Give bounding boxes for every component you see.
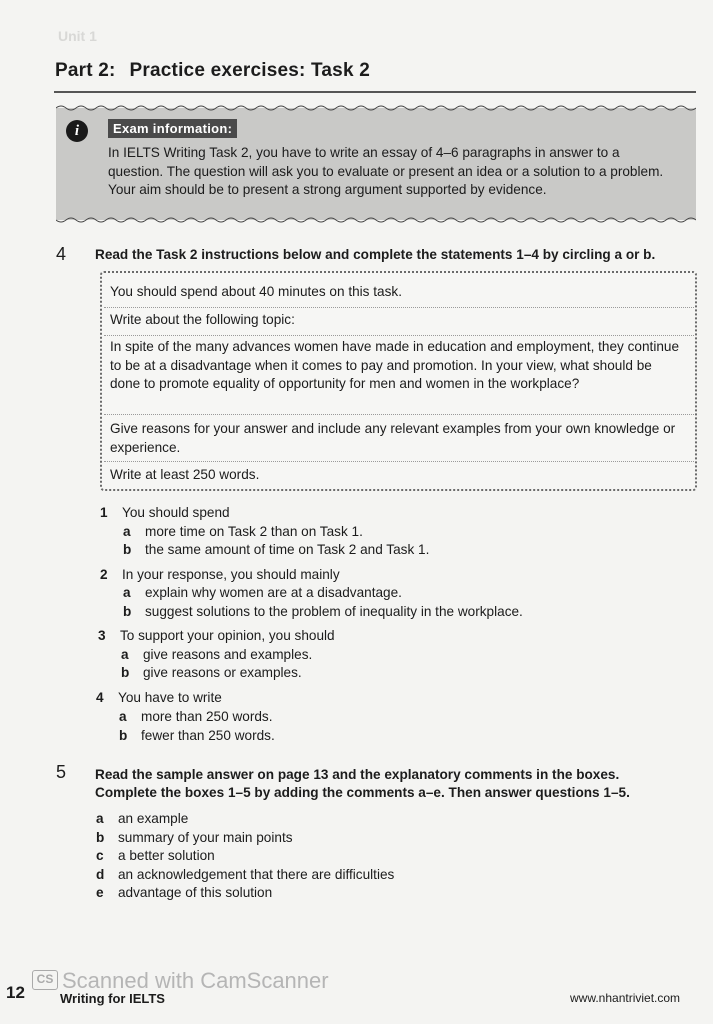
exam-information-box (56, 108, 696, 220)
faint-unit-header: Unit 1 (58, 28, 97, 44)
task-topic-text: In spite of the many advances women have made in education and employment, they continue to be at a disadvantage when it comes to pay and promotion. In your view, what should be done to promote equality of opportunity for men and women in the workplace? (110, 339, 680, 391)
info-icon: i (66, 120, 88, 142)
comment-text: summary of your main points (118, 830, 293, 845)
option-text: fewer than 250 words. (141, 728, 275, 743)
option-letter: a (119, 709, 127, 724)
task-time-text: You should spend about 40 minutes on this task. (110, 284, 402, 299)
task-reasons-text: Give reasons for your answer and include any relevant examples from your own knowledge or experience. (110, 421, 676, 455)
top-wavy-border (56, 104, 696, 112)
camscanner-logo-icon: CS (32, 970, 58, 990)
question-number: 2 (100, 567, 108, 582)
comment-text: an example (118, 811, 189, 826)
comment-letter: d (96, 867, 105, 882)
task-word-count-text: Write at least 250 words. (110, 467, 260, 482)
question-stem: To support your opinion, you should (120, 628, 335, 643)
option-letter: a (123, 585, 131, 600)
option-text: explain why women are at a disadvantage. (145, 585, 402, 600)
comment-letter: c (96, 848, 104, 863)
option-text: give reasons or examples. (143, 665, 302, 680)
option-text: more than 250 words. (141, 709, 273, 724)
question-3 (98, 627, 598, 646)
question-1 (100, 504, 600, 523)
option-letter: a (121, 647, 129, 662)
bottom-wavy-border (56, 216, 696, 224)
comment-letter: b (96, 830, 105, 845)
option-letter: b (123, 542, 132, 557)
exercise-number-4: 4 (56, 244, 67, 264)
part-label: Part 2: (55, 60, 116, 81)
task-divider (104, 335, 694, 336)
book-title: Writing for IELTS (60, 991, 165, 1006)
task-divider (104, 307, 694, 308)
option-letter: b (119, 728, 128, 743)
part-heading: Practice exercises: Task 2 (129, 60, 370, 81)
task-topic-intro: Write about the following topic: (110, 312, 295, 327)
publisher-url: www.nhantriviet.com (570, 991, 681, 1005)
question-number: 1 (100, 505, 108, 520)
exercise-5-instruction-line-2: Complete the boxes 1–5 by adding the comments a–e. Then answer questions 1–5. (95, 785, 630, 800)
option-letter: b (121, 665, 130, 680)
option-letter: b (123, 604, 132, 619)
question-stem: You have to write (118, 690, 222, 705)
question-number: 3 (98, 628, 106, 643)
exam-information-label: Exam information: (108, 119, 237, 138)
task-divider (104, 461, 694, 462)
comment-letter: a (96, 811, 104, 826)
title-divider (54, 91, 696, 93)
exercise-number-5: 5 (56, 762, 67, 782)
camscanner-watermark: Scanned with CamScanner (62, 968, 329, 993)
comment-letter: e (96, 885, 104, 900)
option-text: give reasons and examples. (143, 647, 313, 662)
comment-text: advantage of this solution (118, 885, 273, 900)
comment-text: an acknowledgement that there are difficulties (118, 867, 395, 882)
exam-information-text: In IELTS Writing Task 2, you have to write an essay of 4–6 paragraphs in answer to a question. The question will ask you to evaluate or present an idea or a solution to a problem. Your aim should be to present a strong argument supported by evidence. (108, 145, 664, 197)
option-letter: a (123, 524, 131, 539)
option-text: more time on Task 2 than on Task 1. (145, 524, 363, 539)
page-title (55, 60, 370, 82)
question-number: 4 (96, 690, 104, 705)
question-stem: In your response, you should mainly (122, 567, 340, 582)
task-instructions-box (100, 271, 697, 491)
option-text: suggest solutions to the problem of inequality in the workplace. (145, 604, 523, 619)
exercise-5-instruction-line-1: Read the sample answer on page 13 and the explanatory comments in the boxes. (95, 767, 620, 782)
question-4 (96, 689, 596, 708)
page-number: 12 (6, 983, 25, 1002)
option-text: the same amount of time on Task 2 and Task 1. (145, 542, 430, 557)
exercise-4-instruction: Read the Task 2 instructions below and complete the statements 1–4 by circling a or b. (95, 247, 656, 262)
comment-text: a better solution (118, 848, 215, 863)
question-2 (100, 566, 600, 585)
question-stem: You should spend (122, 505, 230, 520)
task-divider (104, 414, 694, 415)
